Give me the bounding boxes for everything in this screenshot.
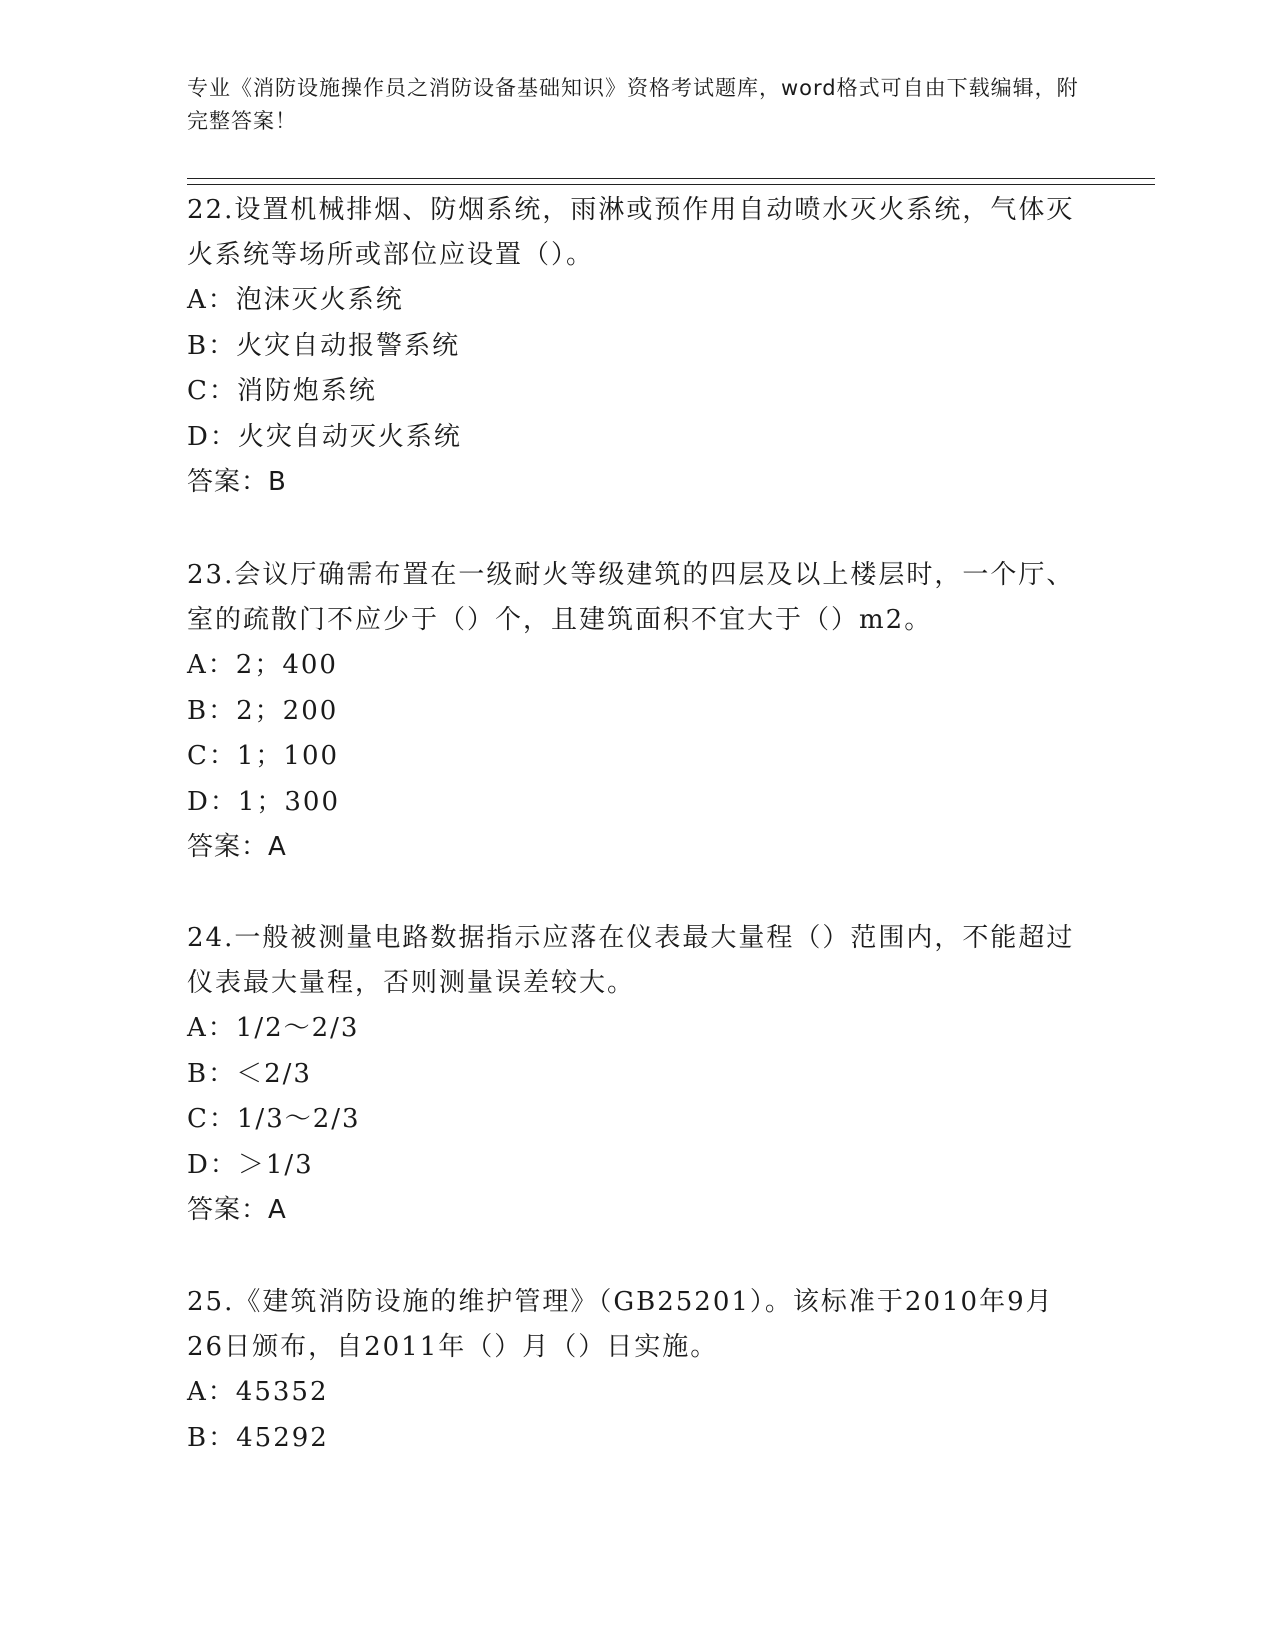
question-text: 25.《建筑消防设施的维护管理》（GB25201）。该标准于2010年9月26日颁布，自2011年（）月（）日实施。 [187, 1287, 1054, 1362]
answer: 答案：A [187, 1195, 287, 1225]
question-23 [187, 553, 1087, 870]
question-24 [187, 916, 1087, 1233]
option-d: D：火灾自动灭火系统 [187, 421, 462, 452]
question-text: 24.一般被测量电路数据指示应落在仪表最大量程（）范围内，不能超过仪表最大量程，否则测量误差较大。 [187, 923, 1075, 998]
option-d: D：＞1/3 [187, 1149, 314, 1180]
option-a: A：1/2～2/3 [187, 1013, 360, 1043]
option-c: C：1/3～2/3 [187, 1104, 361, 1134]
question-text: 22.设置机械排烟、防烟系统，雨淋或预作用自动喷水灭火系统，气体灭火系统等场所或部位应设置（）。 [187, 195, 1075, 270]
option-b: B：2；200 [187, 695, 339, 726]
option-b: B：45292 [187, 1422, 329, 1453]
option-b: B：＜2/3 [187, 1058, 312, 1089]
answer: 答案：B [187, 467, 287, 497]
answer: 答案：A [187, 832, 287, 862]
option-a: A：2；400 [187, 650, 338, 680]
option-c: C：消防炮系统 [187, 376, 377, 406]
option-a: A：45352 [187, 1377, 329, 1407]
document-header: 专业《消防设施操作员之消防设备基础知识》资格考试题库，word格式可自由下载编辑，附完整答案！ [187, 76, 1079, 133]
header-divider-bottom [187, 184, 1155, 185]
option-a: A：泡沫灭火系统 [187, 285, 404, 315]
option-d: D：1；300 [187, 786, 341, 817]
question-22 [187, 188, 1087, 505]
question-text: 23.会议厅确需布置在一级耐火等级建筑的四层及以上楼层时，一个厅、室的疏散门不应少于（）个，且建筑面积不宜大于（）m2。 [187, 560, 1075, 635]
question-25 [187, 1280, 1087, 1461]
header-divider-top [187, 178, 1155, 179]
option-b: B：火灾自动报警系统 [187, 330, 461, 361]
option-c: C：1；100 [187, 741, 340, 771]
